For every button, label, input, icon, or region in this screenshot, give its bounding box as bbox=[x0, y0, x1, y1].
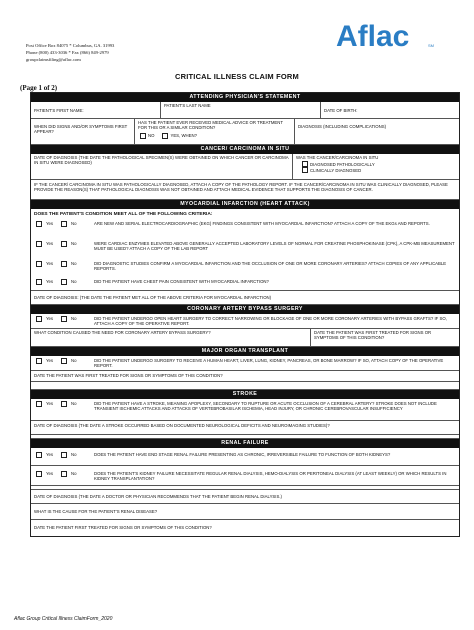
renal-q2-yes-checkbox[interactable] bbox=[36, 471, 42, 477]
renal-q2-no-checkbox[interactable] bbox=[61, 471, 67, 477]
renal-q2-text: DOES THE PATIENT'S KIDNEY FAILURE NECESSITATE REGULAR RENAL DIALYSIS, HEMO-DIALYSIS OR PERITONEAL DIALYSIS (AT LEAST WEEKLY) OR WHICH RESULTS IN KIDNEY TRANSPLANTATION? bbox=[94, 471, 447, 482]
no-label: No bbox=[71, 241, 77, 247]
no-label: No bbox=[71, 221, 77, 227]
mi-q3-no-checkbox[interactable] bbox=[61, 261, 67, 267]
svg-text:SM: SM bbox=[428, 43, 434, 48]
transplant-q1-text: DID THE PATIENT UNDERGO SURGERY TO RECEIVE A HUMAN HEART, LIVER, LUNG, KIDNEY, PANCREAS, OR BONE MARROW? IF SO, ATTACH COPY OF THE OPERATIVE REPORT. bbox=[94, 358, 444, 369]
aflac-logo bbox=[336, 18, 438, 54]
address-line: Post Office Box 84075 * Columbus, GA. 31993 bbox=[26, 43, 115, 48]
yes-label: Yes bbox=[46, 261, 54, 267]
transplant-no-checkbox[interactable] bbox=[61, 358, 67, 364]
form-footer: Aflac Group Critical Illness ClaimForm_2020 bbox=[14, 616, 113, 622]
renal-band: RENAL FAILURE bbox=[31, 439, 459, 448]
advice-label: HAS THE PATIENT EVER RECEIVED MEDICAL ADVICE OR TREATMENT FOR THIS OR A SIMILAR CONDITION? bbox=[138, 120, 283, 131]
advice-yes-checkbox[interactable] bbox=[162, 133, 168, 139]
stroke-band: STROKE bbox=[31, 390, 459, 399]
transplant-yes-checkbox[interactable] bbox=[36, 358, 42, 364]
mi-criteria-heading: DOES THE PATIENT'S CONDITION MEET ALL OF THE FOLLOWING CRITERIA: bbox=[34, 212, 213, 217]
logo-text: Aflac bbox=[336, 20, 410, 53]
yes-label: Yes bbox=[46, 241, 54, 247]
transplant-band: MAJOR ORGAN TRANSPLANT bbox=[31, 347, 459, 356]
form-title: CRITICAL ILLNESS CLAIM FORM bbox=[174, 72, 299, 81]
cancer-row bbox=[31, 154, 459, 180]
no-label: No bbox=[71, 452, 77, 458]
renal-q1-no-checkbox[interactable] bbox=[61, 452, 67, 458]
advice-question bbox=[135, 119, 295, 144]
renal-treated-field[interactable]: DATE THE PATIENT FIRST TREATED FOR SIGNS OR SYMPTOMS OF THIS CONDITION? bbox=[34, 525, 212, 530]
mi-q1-text: ARE NEW AND SERIAL ELECTROCARDIOGRAPHIC (EKG) FINDINGS CONSISTENT WITH MYOCARDIAL INFARCTION? ATTACH A COPY OF THE EKGs AND REPORTS. bbox=[94, 221, 430, 226]
no-label: No bbox=[71, 261, 77, 267]
cancer-date-field[interactable]: DATE OF DIAGNOSIS (THE DATE THE PATHOLOGICAL SPECIMEN(S) WERE OBTAINED ON WHICH CANCER OR CARCINOMA IN SITU WERE DIAGNOSED) bbox=[31, 154, 293, 179]
insurer-address bbox=[26, 42, 114, 63]
yes-label: Yes bbox=[46, 358, 54, 364]
yes-label: Yes bbox=[46, 316, 54, 322]
mi-q2-no-checkbox[interactable] bbox=[61, 241, 67, 247]
pathological-label: DIAGNOSED PATHOLOGICALLY bbox=[310, 161, 375, 167]
mi-q2-yes-checkbox[interactable] bbox=[36, 241, 42, 247]
cancer-type-label: WAS THE CANCER/CARCINOMA IN SITU bbox=[296, 155, 379, 160]
cabg-condition-field[interactable]: WHAT CONDITION CAUSED THE NEED FOR CORONARY ARTERY BYPASS SURGERY? bbox=[31, 329, 311, 346]
mi-question-1 bbox=[31, 219, 459, 239]
diagnosis-field[interactable]: DIAGNOSIS (INCLUDING COMPLICATIONS) bbox=[298, 124, 387, 129]
mi-q3-yes-checkbox[interactable] bbox=[36, 261, 42, 267]
mi-q4-text: DID THE PATIENT HAVE CHEST PAIN CONSISTENT WITH MYOCARDIAL INFARCTION? bbox=[94, 279, 269, 284]
first-name-field[interactable]: PATIENT'S FIRST NAME: bbox=[31, 102, 161, 118]
no-label: No bbox=[71, 279, 77, 285]
cancer-band: CANCER/ CARCINOMA IN SITU bbox=[31, 145, 459, 154]
mi-q1-yes-checkbox[interactable] bbox=[36, 221, 42, 227]
cancer-type-question bbox=[293, 154, 459, 179]
advice-no-label: NO bbox=[148, 133, 155, 139]
email-line: groupclaimsfiling@aflac.com bbox=[26, 57, 81, 62]
yes-label: Yes bbox=[46, 221, 54, 227]
last-name-field[interactable]: PATIENT'S LAST NAME bbox=[161, 102, 321, 118]
renal-q1-text: DOES THE PATIENT HAVE END STAGE RENAL FAILURE PRESENTING AS CHRONIC, IRREVERSIBLE FAILURE TO FUNCTION OF BOTH KIDNEYS? bbox=[94, 452, 391, 457]
cabg-q1-text: DID THE PATIENT UNDERGO OPEN HEART SURGERY TO CORRECT NARROWING OR BLOCKAGE OF ONE OR MORE CORONARY ARTERIES WITH BYPASS GRAFTS? IF SO, ATTACH A COPY OF THE OPERATIVE REPORT. bbox=[94, 316, 447, 327]
mi-q2-text: WERE CARDIAC ENZYMES ELEVATED ABOVE GENERALLY ACCEPTED LABORATORY LEVELS OF NORMAL FOR CREATINE PHOSPHOKINASE (CPK), A CPK-MB MEASUREMENT MUST BE USED? ATTACH A COPY OF THE LAB REPORT bbox=[94, 241, 455, 252]
cancer-note: IF THE CANCER/ CARCINOMA IN SITU WAS PATHOLOGICALLY DIAGNOSED, ATTACH A COPY OF THE PATHOLOGY REPORT. IF THE CANCER/CARCINOMA IN SITU WAS CLINICALLY DIAGNOSED, PLEASE PROVIDE THE REASON(S) THAT PATHOLOGICAL DIAGNOSIS WAS NOT OBTAINED AND ATTACH MEDICAL EVIDENCE THAT SUPPORTS THE DIAGNOSIS OF CANCER. bbox=[31, 180, 459, 200]
mi-q1-no-checkbox[interactable] bbox=[61, 221, 67, 227]
cabg-yes-checkbox[interactable] bbox=[36, 316, 42, 322]
yes-label: Yes bbox=[46, 279, 54, 285]
cabg-band: CORONARY ARTERY BYPASS SURGERY bbox=[31, 305, 459, 314]
mi-band: MYOCARDIAL INFARCTION (HEART ATTACK) bbox=[31, 200, 459, 209]
mi-question-2 bbox=[31, 239, 459, 259]
mi-q3-text: DID DIAGNOSTIC STUDIES CONFIRM A MYOCARDIAL INFARCTION AND THE OCCLUSION OF ONE OR MORE CORONARY ARTERIES? ATTACH COPIES OF ANY APPLICABLE REPORTS. bbox=[94, 261, 447, 272]
renal-date-field[interactable]: DATE OF DIAGNOSIS (THE DATE A DOCTOR OR PHYSICIAN RECOMMENDS THAT THE PATIENT BEGIN RENAL DIALYSIS.) bbox=[31, 490, 459, 504]
no-label: No bbox=[71, 471, 77, 477]
physician-band: ATTENDING PHYSICIAN'S STATEMENT bbox=[31, 93, 459, 102]
mi-question-4 bbox=[31, 277, 459, 287]
stroke-yes-checkbox[interactable] bbox=[36, 401, 42, 407]
patient-name-row bbox=[31, 102, 459, 119]
renal-question-1 bbox=[31, 448, 459, 466]
mi-q4-no-checkbox[interactable] bbox=[61, 279, 67, 285]
mi-date-field[interactable]: DATE OF DIAGNOSIS: (THE DATE THE PATIENT MET ALL OF THE ABOVE CRITERIA FOR MYOCARDIAL INFARCTION) bbox=[31, 291, 459, 305]
phone-line: Phone (800) 433-3036 * Fax (866) 849-2979 bbox=[26, 50, 109, 55]
cabg-details-row bbox=[31, 329, 459, 347]
yes-label: Yes bbox=[46, 401, 54, 407]
mi-q4-yes-checkbox[interactable] bbox=[36, 279, 42, 285]
claim-form bbox=[30, 92, 460, 537]
cabg-no-checkbox[interactable] bbox=[61, 316, 67, 322]
no-label: No bbox=[71, 401, 77, 407]
transplant-question bbox=[31, 356, 459, 371]
clinical-label: CLINICALLY DIAGNOSED bbox=[310, 167, 362, 173]
cabg-question bbox=[31, 314, 459, 329]
no-label: No bbox=[71, 358, 77, 364]
yes-label: Yes bbox=[46, 452, 54, 458]
stroke-question bbox=[31, 399, 459, 421]
clinical-checkbox[interactable] bbox=[302, 167, 308, 173]
renal-cause-field[interactable]: WHAT IS THE CAUSE FOR THE PATIENT'S RENAL DISEASE? bbox=[31, 504, 459, 520]
mi-question-3 bbox=[31, 259, 459, 277]
renal-q1-yes-checkbox[interactable] bbox=[36, 452, 42, 458]
page-indicator: (Page 1 of 2) bbox=[20, 84, 58, 92]
cabg-date-field[interactable]: DATE THE PATIENT WAS FIRST TREATED FOR SIGNS OR SYMPTOMS OF THIS CONDITION? bbox=[314, 330, 432, 341]
stroke-no-checkbox[interactable] bbox=[61, 401, 67, 407]
no-label: No bbox=[71, 316, 77, 322]
advice-yes-label: YES, WHEN? bbox=[170, 133, 197, 139]
stroke-date-field[interactable]: DATE OF DIAGNOSIS (THE DATE A STROKE OCCURRED BASED ON DOCUMENTED NEUROLOGICAL DEFICITS AND NEUROIMAGING STUDIES)? bbox=[31, 421, 459, 435]
transplant-date-field[interactable]: DATE THE PATIENT WAS FIRST TREATED FOR SIGNS OR SYMPTOMS OF THIS CONDITION? bbox=[31, 371, 459, 382]
dob-field[interactable]: DATE OF BIRTH: bbox=[324, 108, 358, 113]
advice-no-checkbox[interactable] bbox=[140, 133, 146, 139]
symptoms-field[interactable]: WHEN DID SIGNS AND/OR SYMPTOMS FIRST APPEAR? bbox=[31, 119, 135, 144]
mi-criteria-block bbox=[31, 209, 459, 291]
history-row bbox=[31, 119, 459, 145]
stroke-q1-text: DID THE PATIENT HAVE A STROKE, MEANING APOPLEXY, SECONDARY TO RUPTURE OR ACUTE OCCLUSION OF A CEREBRAL ARTERY? STROKE DOES NOT INCLUDE TRANSIENT ISCHEMIC ATTACKS AND ATTACKS OF VERTEBROBASILAR ISCHEMIA, HEAD INJURY, OR CHRONIC CEREBROVASCULAR INSUFFICIENCY bbox=[94, 401, 437, 412]
renal-question-2 bbox=[31, 466, 459, 486]
spacer bbox=[31, 382, 459, 390]
yes-label: Yes bbox=[46, 471, 54, 477]
